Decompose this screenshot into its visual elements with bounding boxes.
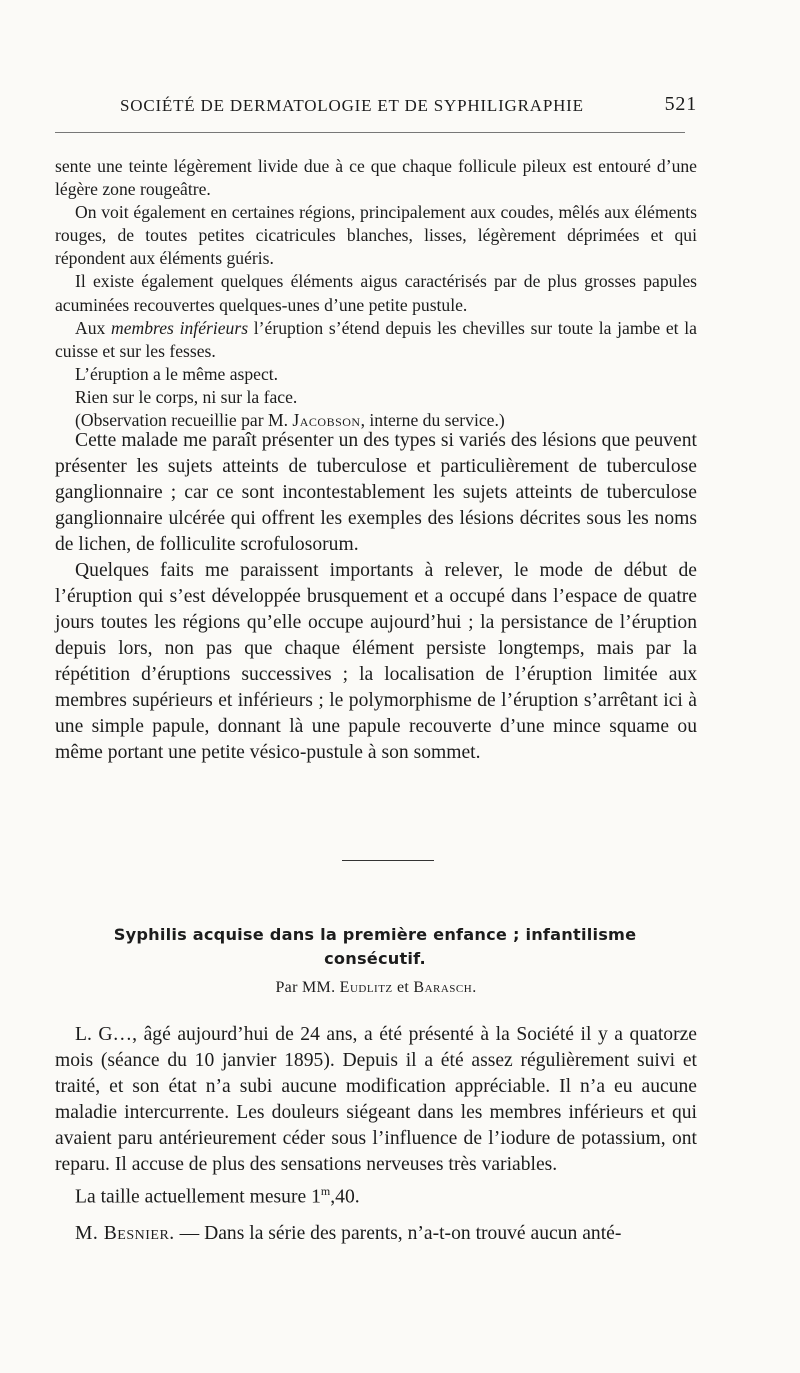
case-paragraph [55,1221,697,1247]
byline-end: . [472,979,477,996]
observer-name: Jacobson [292,410,361,431]
text-run: (Observation recueillie par M. [75,410,293,431]
case-paragraph [55,1178,697,1211]
observation-paragraph: Rien sur le corps, ni sur la face. [75,386,298,407]
italic-term: membres inférieurs [111,317,249,338]
speaker-name: M. Besnier. [75,1222,175,1244]
authors-byline [55,979,697,997]
text-run: — Dans la série des parents, n’a-t-on trouvé aucun anté- [174,1222,622,1244]
observation-paragraph: On voit également en certaines régions, principalement aux coudes, mêlés aux éléments rouges, de toutes petites cicatricules blanches, lisses, légèrement déprimées et qui répondent aux éléments guéris. [55,202,697,269]
running-head-title: SOCIÉTÉ DE DERMATOLOGIE ET DE SYPHILIGRAPHIE [120,96,584,115]
text-run: , interne du service.) [360,410,505,431]
case-text [55,1022,697,1247]
text-run: ,40. [330,1186,360,1208]
discussion-paragraph: Cette malade me paraît présenter un des types si variés des lésions que peuvent présenter les sujets atteints de tuberculose et particulièrement de tuberculose ganglionnaire ; car ce sont incontestablement les sujets atteints de tuberculose ganglionnaire ulcérée qui offrent les exemples des lésions décrites sous les noms de lichen, de folliculite scrofulosorum. [55,430,697,555]
section-separator [342,860,434,861]
text-run: Aux [75,317,112,338]
unit-superscript: m [320,1184,331,1198]
header-rule [55,132,685,133]
case-paragraph: L. G…, âgé aujourd’hui de 24 ans, a été présenté à la Société il y a quatorze mois (séance du 10 janvier 1895). Depuis il a été assez régulièrement suivi et traité, et son état n’a subi aucune modification appréciable. Il n’a eu aucune maladie intercurrente. Les douleurs siégeant dans les membres inférieurs et qui avaient paru antérieurement céder sous l’influence de l’iodure de potassium, ont reparu. Il accuse de plus des sensations nerveuses très variables. [55,1024,697,1175]
book-page [55,0,697,1373]
text-run: La taille actuellement mesure 1 [75,1186,321,1208]
discussion-text [55,428,697,766]
page-number: 521 [664,93,697,115]
observation-paragraph: Il existe également quelques éléments aigus caractérisés par de plus grosses papules acuminées recouvertes quelques-unes d’une petite pustule. [55,271,697,315]
byline-prefix: Par MM. [275,979,340,996]
observation-paragraph: sente une teinte légèrement livide due à ce que chaque follicule pileux est entouré d’une légère zone rougeâtre. [55,156,697,200]
discussion-paragraph: Quelques faits me paraissent importants à relever, le mode de début de l’éruption qui s’est développée brusquement et a occupé dans l’espace de quatre jours toutes les régions qu’elle occupe aujourd’hui ; la persistance de l’éruption depuis lors, non pas que chaque élément persiste longtemps, mais par la répétition d’éruptions successives ; la localisation de l’éruption limitée aux membres supérieurs et inférieurs ; le polymorphisme de l’éruption s’arrêtant ici à une simple papule, donnant là une papule recouverte d’une mince squame ou même portant une petite vésico-pustule à son sommet. [55,560,697,763]
text-run: l’éruption s’étend depuis les chevilles sur toute la jambe et la cuisse et sur les fesses. [55,317,697,361]
observation-paragraph [55,317,697,363]
section-title: Syphilis acquise dans la première enfance ; infantilisme consécutif. [113,925,637,968]
observation-text [55,155,697,432]
author-name: Barasch [413,979,473,996]
byline-and: et [392,979,414,996]
author-name: Eudlitz [339,979,393,996]
observation-paragraph: L’éruption a le même aspect. [75,363,279,384]
